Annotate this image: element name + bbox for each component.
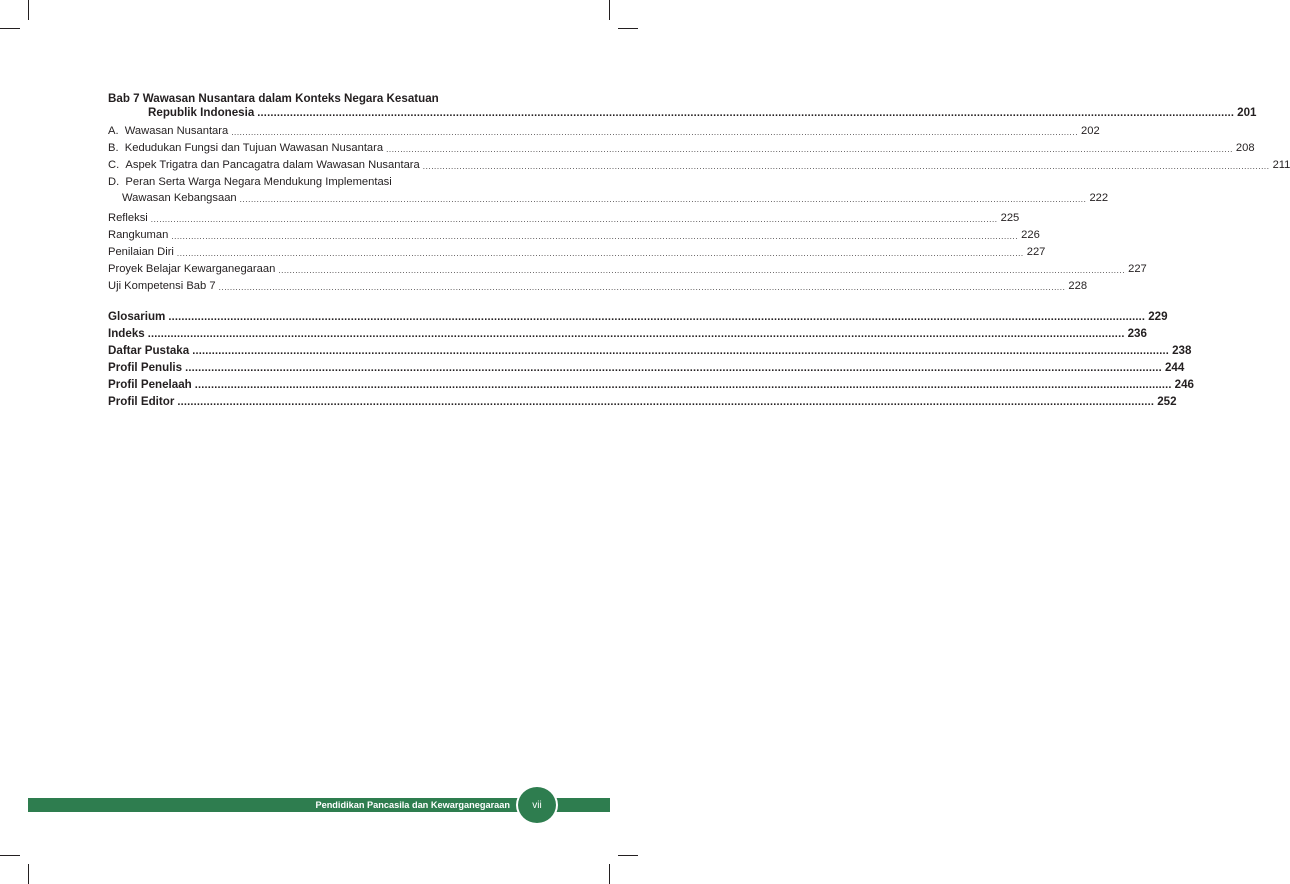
crop-mark-top-left-v bbox=[28, 0, 29, 20]
crop-mark-top-left-h bbox=[0, 28, 20, 29]
toc-entry-section-d[interactable] bbox=[108, 173, 541, 189]
toc-entry-page: 244 bbox=[1164, 361, 1185, 374]
dot-leader: ............................................................................................................................................................................................................................................................................................................ bbox=[177, 396, 1155, 408]
toc-entry-daftar-pustaka[interactable] bbox=[108, 342, 1192, 358]
crop-mark-top-right-h bbox=[618, 28, 638, 29]
toc-entry-page: 252 bbox=[1157, 395, 1177, 408]
toc-entry-rangkuman[interactable] bbox=[108, 226, 1040, 242]
toc-entry-page: 229 bbox=[1148, 310, 1168, 323]
dot-leader: ............................................................................................................................................................................................................................................................................................................ bbox=[171, 232, 1019, 241]
chapter-title: Bab 7 Wawasan Nusantara dalam Konteks Negara Kesatuan bbox=[108, 92, 439, 105]
toc-entry-label: Profil Penulis bbox=[108, 361, 183, 374]
crop-mark-bottom-left-v bbox=[28, 864, 29, 884]
toc-entry-proyek-belajar[interactable] bbox=[108, 260, 1147, 276]
toc-entry-profil-penelaah[interactable] bbox=[108, 376, 1194, 392]
toc-entry-profil-editor[interactable] bbox=[108, 393, 1177, 409]
dot-leader: ............................................................................................................................................................................................................................................................................................................ bbox=[257, 107, 1235, 119]
toc-entry-section-b[interactable] bbox=[108, 139, 1255, 155]
toc-entry-uji-kompetensi[interactable] bbox=[108, 277, 1088, 293]
dot-leader: ............................................................................................................................................................................................................................................................................................................ bbox=[150, 215, 998, 224]
dot-leader: ............................................................................................................................................................................................................................................................................................................ bbox=[194, 379, 1172, 391]
toc-entry-page: 211 bbox=[1272, 159, 1290, 171]
dot-leader: ............................................................................................................................................................................................................................................................................................................ bbox=[239, 195, 1087, 204]
toc-entry-page: 226 bbox=[1021, 229, 1040, 241]
crop-mark-bottom-right-v bbox=[609, 864, 610, 884]
dot-leader: ............................................................................................................................................................................................................................................................................................................ bbox=[192, 345, 1170, 357]
crop-mark-bottom-right-h bbox=[618, 855, 638, 856]
toc-entry-page: 238 bbox=[1172, 344, 1192, 357]
toc-entry-label: B. Kedudukan Fungsi dan Tujuan Wawasan Nusantara bbox=[108, 142, 384, 154]
toc-entry-page: 236 bbox=[1127, 327, 1147, 340]
toc-entry-label: D. Peran Serta Warga Negara Mendukung Implementasi bbox=[108, 176, 392, 188]
dot-leader: ............................................................................................................................................................................................................................................................................................................ bbox=[218, 283, 1066, 292]
toc-entry-page: 227 bbox=[1026, 246, 1046, 258]
toc-entry-label: Refleksi bbox=[108, 212, 148, 224]
toc-entry-section-d-continued[interactable] bbox=[108, 189, 1109, 205]
toc-entry-label: Daftar Pustaka bbox=[108, 344, 190, 357]
toc-entry-label: Penilaian Diri bbox=[108, 246, 174, 258]
toc-entry-penilaian-diri[interactable] bbox=[108, 243, 1046, 259]
toc-entry-label: Profil Penelaah bbox=[108, 378, 192, 391]
dot-leader: ............................................................................................................................................................................................................................................................................................................ bbox=[185, 362, 1162, 374]
toc-entry-page: 201 bbox=[1237, 106, 1257, 119]
toc-entry-chapter-subtitle[interactable] bbox=[108, 104, 1257, 120]
toc-entry-label: Wawasan Kebangsaan bbox=[122, 192, 237, 204]
dot-leader: ............................................................................................................................................................................................................................................................................................................ bbox=[168, 311, 1146, 323]
toc-entry-label: A. Wawasan Nusantara bbox=[108, 125, 229, 137]
toc-entry-profil-penulis[interactable] bbox=[108, 359, 1185, 375]
toc-entry-label: Rangkuman bbox=[108, 229, 169, 241]
footer-book-title: Pendidikan Pancasila dan Kewarganegaraan bbox=[315, 800, 510, 810]
toc-entry-page: 225 bbox=[1000, 212, 1020, 224]
toc-entry-label: Glosarium bbox=[108, 310, 166, 323]
toc-entry-section-a[interactable] bbox=[108, 122, 1100, 138]
toc-entry-refleksi[interactable] bbox=[108, 209, 1020, 225]
toc-entry-label: Uji Kompetensi Bab 7 bbox=[108, 280, 216, 292]
dot-leader: ............................................................................................................................................................................................................................................................................................................ bbox=[422, 162, 1270, 171]
toc-entry-label: Republik Indonesia bbox=[148, 106, 255, 119]
toc-entry-label: Proyek Belajar Kewarganegaraan bbox=[108, 263, 276, 275]
toc-entry-page: 228 bbox=[1068, 280, 1088, 292]
dot-leader: ............................................................................................................................................................................................................................................................................................................ bbox=[176, 249, 1024, 258]
toc-entry-page: 246 bbox=[1174, 378, 1194, 391]
toc-entry-label: C. Aspek Trigatra dan Pancagatra dalam Wawasan Nusantara bbox=[108, 159, 420, 171]
toc-entry-indeks[interactable] bbox=[108, 325, 1147, 341]
toc-entry-page: 222 bbox=[1089, 192, 1109, 204]
toc-entry-page: 227 bbox=[1128, 263, 1147, 275]
toc-entry-label: Profil Editor bbox=[108, 395, 175, 408]
dot-leader: ............................................................................................................................................................................................................................................................................................................ bbox=[386, 145, 1233, 154]
toc-entry-page: 202 bbox=[1081, 125, 1100, 137]
crop-mark-bottom-left-h bbox=[0, 855, 20, 856]
dot-leader: ............................................................................................................................................................................................................................................................................................................ bbox=[147, 328, 1125, 340]
toc-entry-section-c[interactable] bbox=[108, 156, 1290, 172]
crop-mark-top-right-v bbox=[609, 0, 610, 20]
dot-leader: ............................................................................................................................................................................................................................................................................................................ bbox=[278, 266, 1126, 275]
toc-entry-page: 208 bbox=[1235, 142, 1255, 154]
toc-entry-label: Indeks bbox=[108, 327, 145, 340]
dot-leader: ............................................................................................................................................................................................................................................................................................................ bbox=[231, 128, 1079, 137]
toc-entry-glosarium[interactable] bbox=[108, 308, 1168, 324]
page-number-badge: vii bbox=[516, 785, 558, 825]
